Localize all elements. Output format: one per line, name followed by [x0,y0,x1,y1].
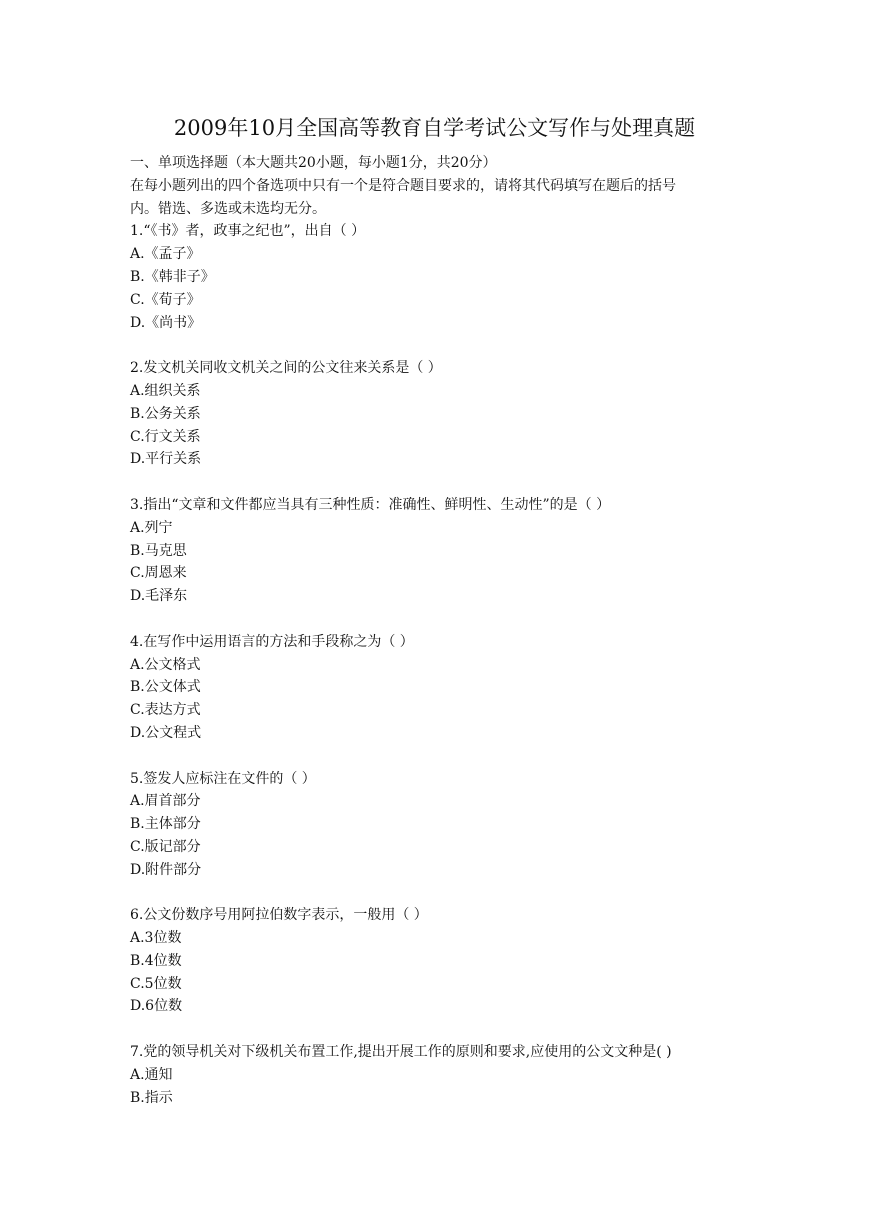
question-stem: 4.在写作中运用语言的方法和手段称之为（ ） [130,633,414,650]
question-4 [130,631,750,745]
spacer [130,608,750,631]
instructions-line-2: 内。错选、多选或未选均无分。 [130,200,326,217]
option-c: C.版记部分 [130,838,201,855]
option-c: C.《荀子》 [130,291,201,308]
option-b: B.马克思 [130,542,187,559]
option-c: C.周恩来 [130,565,187,582]
document-body [130,152,750,1109]
option-a: A.3位数 [130,930,182,947]
option-a: A.公文格式 [130,656,201,673]
option-a: A.通知 [130,1066,173,1083]
question-3 [130,494,750,608]
section-heading: 一、单项选择题（本大题共20小题，每小题1分，共20分） [130,155,497,171]
spacer [130,471,750,494]
spacer [130,745,750,768]
option-a: A.眉首部分 [130,793,201,810]
option-b: B.《韩非子》 [130,268,215,285]
option-b: B.公务关系 [130,405,201,422]
option-c: C.行文关系 [130,428,201,445]
option-d: D.公文程式 [130,724,202,741]
question-1 [130,220,750,334]
instructions-line-1: 在每小题列出的四个备选项中只有一个是符合题目要求的，请将其代码填写在题后的括号 [130,177,676,194]
spacer [130,1018,750,1041]
option-a: A.列宁 [130,519,173,536]
page-title: 2009年10月全国高等教育自学考试公文写作与处理真题 [173,116,696,140]
question-stem: 2.发文机关同收文机关之间的公文往来关系是（ ） [130,360,442,377]
option-d: D.毛泽东 [130,588,188,605]
spacer [130,882,750,905]
option-d: D.附件部分 [130,861,202,878]
option-b: B.主体部分 [130,816,201,833]
option-b: B.指示 [130,1089,173,1106]
option-a: A.《孟子》 [130,246,201,263]
option-d: D.《尚书》 [130,314,202,331]
option-d: D.平行关系 [130,451,202,468]
option-b: B.4位数 [130,952,182,969]
option-b: B.公文体式 [130,679,201,696]
spacer [130,334,750,357]
question-stem: 6.公文份数序号用阿拉伯数字表示，一般用（ ） [130,907,428,924]
question-6 [130,904,750,1018]
option-d: D.6位数 [130,998,183,1015]
option-c: C.5位数 [130,975,182,992]
option-a: A.组织关系 [130,382,201,399]
question-stem: 3.指出“文章和文件都应当具有三种性质：准确性、鲜明性、生动性”的是（ ） [130,496,611,513]
question-stem: 5.签发人应标注在文件的（ ） [130,770,316,787]
option-c: C.表达方式 [130,702,201,719]
question-5 [130,768,750,882]
question-2 [130,357,750,471]
question-stem: 1.“《书》者，政事之纪也”，出自（ ） [130,223,366,240]
question-7 [130,1041,750,1109]
question-stem: 7.党的领导机关对下级机关布置工作,提出开展工作的原则和要求,应使用的公文文种是( ) [130,1044,672,1061]
